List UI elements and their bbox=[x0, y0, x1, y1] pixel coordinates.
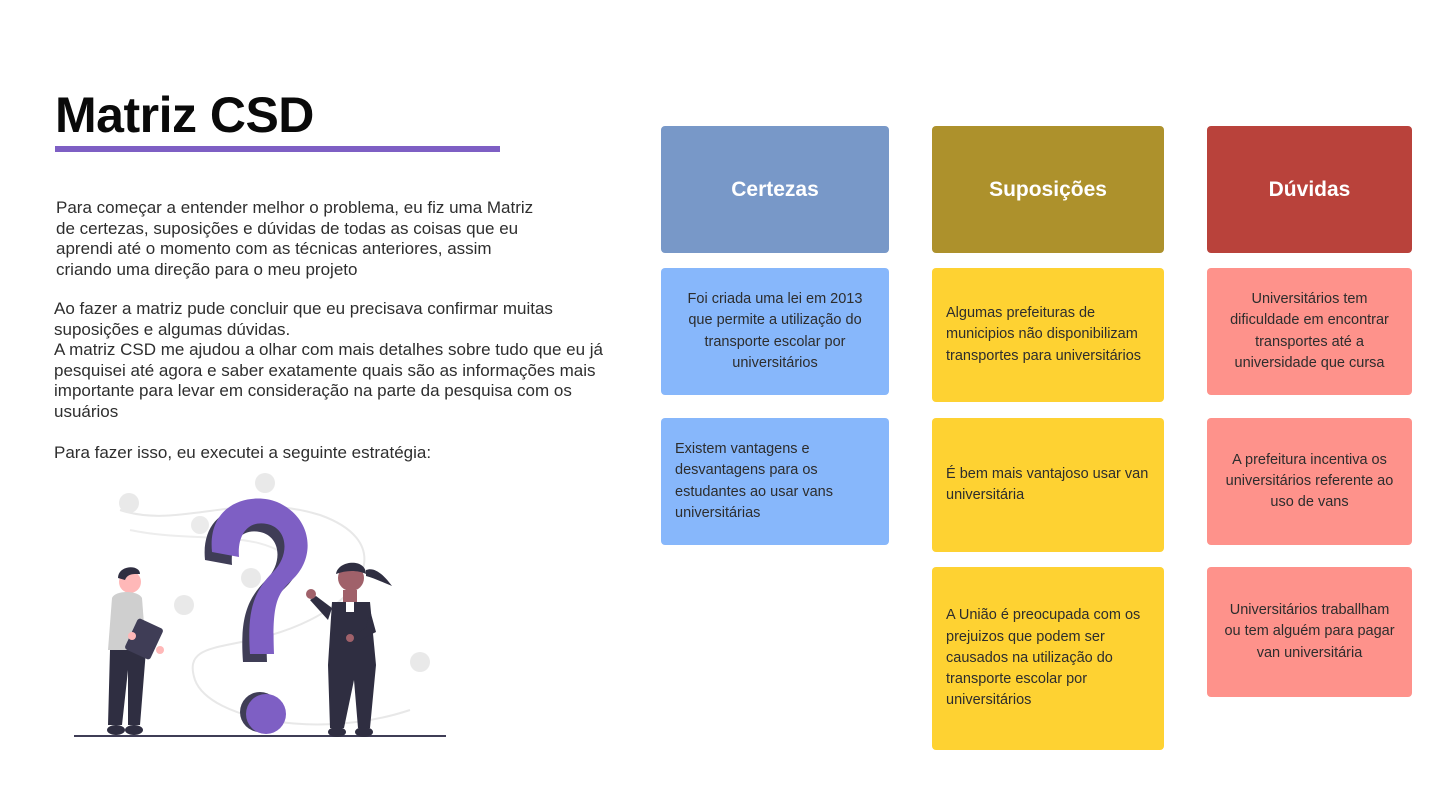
duvidas-card bbox=[1207, 268, 1412, 395]
page-title: Matriz CSD bbox=[55, 87, 314, 143]
certezas-card bbox=[661, 418, 889, 545]
intro-paragraph: Para começar a entender melhor o problema, eu fiz uma Matriz de certezas, suposições e dúvidas de todas as coisas que eu aprendi até o momento com as técnicas anteriores, assim criando uma direção para o meu projeto bbox=[56, 198, 534, 279]
suposicoes-title: Suposições bbox=[989, 177, 1107, 201]
conclusion-paragraph: Ao fazer a matriz pude concluir que eu precisava confirmar muitas suposições e algumas dúvidas. A matriz CSD me ajudou a olhar com mais detalhes sobre tudo que eu já pesquisei até agora e saber exatamente quais são as informações mais importante para levar em consideração na parte da pesquisa com os usuários bbox=[54, 299, 604, 421]
suposicoes-card bbox=[932, 418, 1164, 552]
suposicoes-card bbox=[932, 268, 1164, 402]
duvidas-header bbox=[1207, 126, 1412, 253]
certezas-card-text: Existem vantagens e desvantagens para os estudantes ao usar vans universitárias bbox=[675, 440, 833, 521]
question-mark-illustration bbox=[70, 470, 450, 745]
duvidas-title: Dúvidas bbox=[1268, 177, 1351, 201]
certezas-card bbox=[661, 268, 889, 395]
certezas-card-text: Foi criada uma lei em 2013 que permite a utilização do transporte escolar por universitários bbox=[687, 290, 863, 371]
duvidas-card-text: A prefeitura incentiva os universitários referente ao uso de vans bbox=[1225, 451, 1394, 511]
suposicoes-card-text: Algumas prefeituras de municipios não disponibilizam transportes para universitários bbox=[946, 305, 1142, 364]
suposicoes-header bbox=[932, 126, 1164, 253]
duvidas-card bbox=[1207, 418, 1412, 545]
strategy-paragraph: Para fazer isso, eu executei a seguinte estratégia: bbox=[54, 443, 432, 462]
duvidas-card-text: Universitários traballham ou tem alguém para pagar van universitária bbox=[1224, 602, 1395, 661]
suposicoes-card bbox=[932, 567, 1164, 750]
suposicoes-card-text: A União é preocupada com os prejuizos que podem ser causados na utilização do transporte escolar por universitários bbox=[946, 607, 1141, 709]
title-underline bbox=[55, 146, 500, 152]
duvidas-card-text: Universitários tem dificuldade em encontrar transportes até a universidade que cursa bbox=[1230, 290, 1389, 371]
certezas-header bbox=[661, 126, 889, 253]
certezas-title: Certezas bbox=[731, 177, 819, 201]
suposicoes-card-text: É bem mais vantajoso usar van universitária bbox=[946, 465, 1149, 503]
duvidas-card bbox=[1207, 567, 1412, 697]
